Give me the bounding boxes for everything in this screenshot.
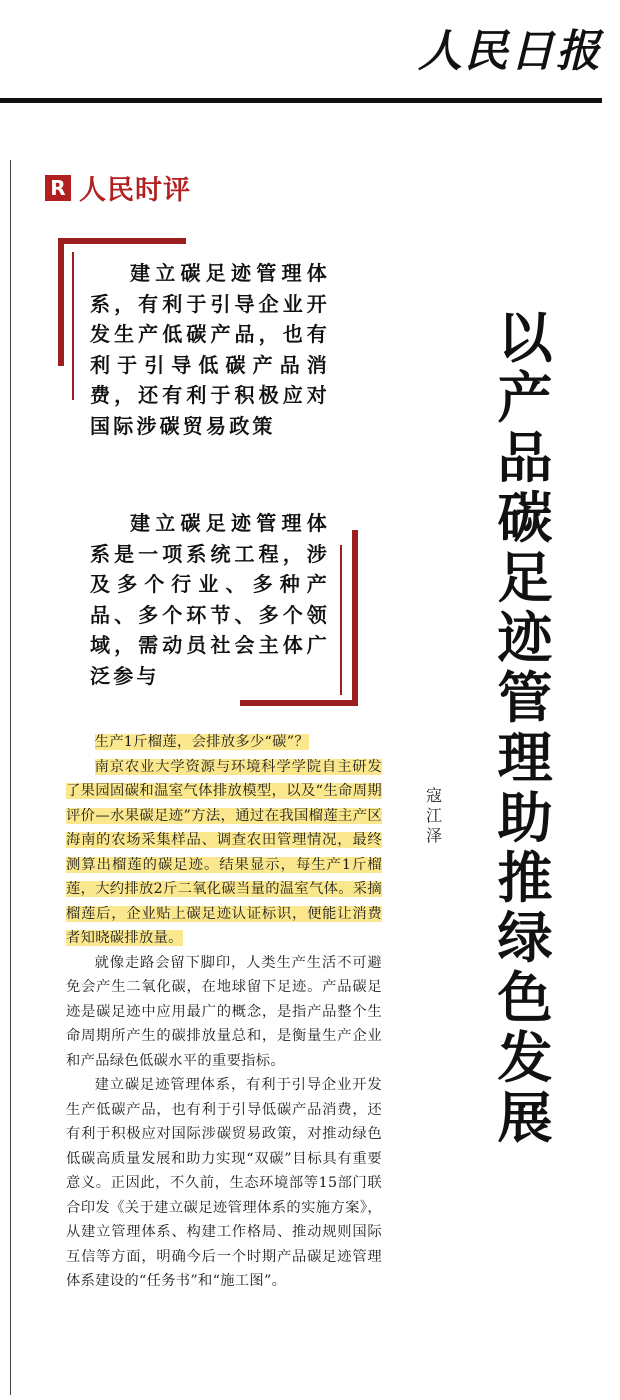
quote-bracket-left (58, 238, 64, 366)
article-headline: 以产品碳足迹管理助推绿色发展 (497, 306, 553, 1150)
pull-quote-2: 建立碳足迹管理体系是一项系统工程，涉及多个行业、多种产品、多个环节、多个领域，需动员社会主体广泛参与 (90, 511, 330, 688)
section-name: 人民时评 (79, 175, 191, 206)
quote-bracket-right (352, 530, 358, 705)
quote-bracket-top (58, 238, 186, 244)
body-paragraph-3: 就像走路会留下脚印，人类生产生活不可避免会产生二氧化碳，在地球留下足迹。产品碳足迹是碳足迹中应用最广的概念，是指产品整个生命周期所产生的碳排放量总和，是衡量生产企业和产品绿色低碳水平的重要指标。 (66, 954, 382, 1069)
highlighted-text: 南京农业大学资源与环境科学学院自主研发了果园固碳和温室气体排放模型，以及“生命周期评价—水果碳足迹”方法，通过在我国榴莲主产区海南的农场采集样品、调查农田管理情况，最终测算出榴莲的碳足迹。结果显示，每生产1斤榴莲，大约排放2斤二氧化碳当量的温室气体。采摘榴莲后，企业贴上碳足迹认证标识，便能让消费者知晓碳排放量。 (66, 758, 382, 946)
author-byline: 寇江泽 (425, 786, 442, 845)
r-logo-icon: R (45, 175, 71, 201)
highlighted-text: 生产1斤榴莲，会排放多少“碳”？ (94, 734, 309, 750)
section-header (45, 168, 191, 207)
masthead-rule (0, 98, 602, 103)
body-paragraph-4: 建立碳足迹管理体系，有利于引导企业开发生产低碳产品，也有利于引导低碳产品消费，还有利于积极应对国际涉碳贸易政策，对推动绿色低碳高质量发展和助力实现“双碳”目标具有重要意义。正因此，不久前，生态环境部等15部门联合印发《关于建立碳足迹管理体系的实施方案》，从建立管理体系、构建工作格局、推动规则国际互信等方面，明确今后一个时期产品碳足迹管理体系建设的“任务书”和“施工图”。 (66, 1077, 382, 1289)
quote-bracket-right-inner (340, 545, 342, 695)
article-body (66, 730, 382, 1294)
body-paragraph-1 (66, 730, 382, 755)
quote-bracket-left-inner (72, 252, 74, 400)
newspaper-masthead: 人民日报 (418, 26, 602, 77)
column-rule (10, 160, 11, 1395)
pull-quote-1: 建立碳足迹管理体系，有利于引导企业开发生产低碳产品，也有利于引导低碳产品消费，还有利于积极应对国际涉碳贸易政策 (90, 261, 330, 438)
quote-bracket-bottom (240, 700, 358, 706)
body-paragraph-2 (66, 755, 382, 951)
